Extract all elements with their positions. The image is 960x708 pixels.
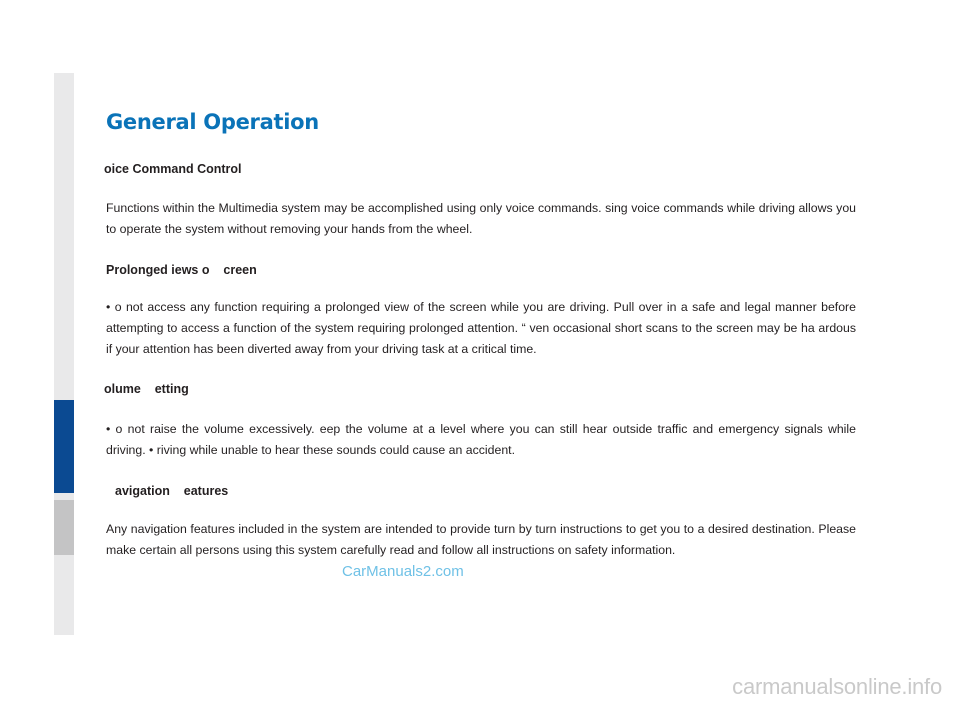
- section-body-navigation: Any navigation features included in the system are intended to provide turn by turn instructions to get you to a desired destination. Please make certain all persons using this system carefully read and follow all instructions on safety information.: [106, 522, 856, 557]
- section-tab[interactable]: [54, 500, 74, 555]
- section-body-screen: • o not access any function requiring a prolonged view of the screen while you are driving. Pull over in a safe and legal manner before attempting to access a function of the system requiring prolonged attention. “ ven occasional short scans to the screen may be ha ardous if your attention has been diverted away from your driving task at a critical time.: [106, 300, 856, 356]
- watermark-link[interactable]: CarManuals2.com: [342, 563, 464, 580]
- footer-watermark: carmanualsonline.info: [732, 674, 942, 699]
- section-heading-volume: olume etting: [104, 382, 189, 396]
- page-title: General Operation: [106, 110, 319, 134]
- section-heading-voice: oice Command Control: [104, 162, 242, 176]
- section-heading-screen: Prolonged iews o creen: [106, 263, 257, 277]
- section-heading-navigation: avigation eatures: [115, 484, 229, 498]
- section-body-volume: • o not raise the volume excessively. eep the volume at a level where you can still hear outside traffic and emergency signals while driving. • riving while unable to hear these sounds could cause an accident.: [106, 422, 856, 457]
- section-body-voice: Functions within the Multimedia system may be accomplished using only voice commands. sing voice commands while driving allows you to operate the system without removing your hands from the wheel.: [106, 201, 856, 236]
- section-tab-active[interactable]: [54, 400, 74, 493]
